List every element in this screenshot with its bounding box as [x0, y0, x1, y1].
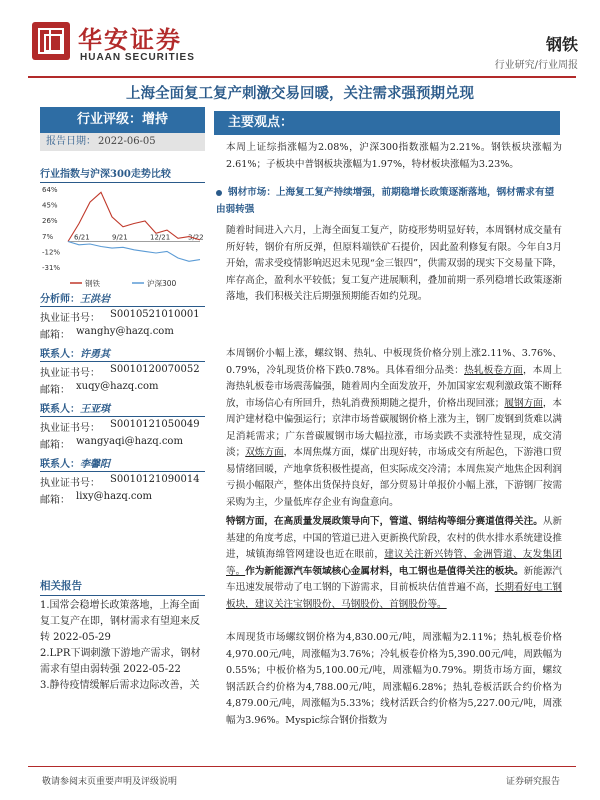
analyst-role-label: 联系人：	[40, 349, 80, 360]
scrap-text: ，本周沪建材稳中偏强运行；京津市场普碳履钢价格上涨为主，钢厂废钢到货难以满足消耗需求；广东普碳履钢市场大幅拉涨，市场卖跌不卖涨特性显现，成交清淡；	[226, 397, 563, 458]
analyst-name: 王洪岩	[80, 294, 110, 305]
related-report-item[interactable]: 3.静待疫情缓解后需求边际改善，关	[40, 680, 200, 691]
market-summary-paragraph: 本周上证综指涨幅为2.08%，沪深300指数涨幅为2.21%。钢铁板块涨幅为2.61%；子板块中普钢板块涨幅为1.97%，特材板块涨幅为3.23%。	[226, 142, 562, 170]
email-address[interactable]: xuqy@hazq.com	[76, 381, 159, 392]
report-date-label: 报告日期：	[46, 136, 96, 147]
chart-title: 行业指数与沪深300走势比较	[40, 169, 171, 180]
analyst-role-label: 分析师：	[40, 294, 80, 305]
legend-label: 钢铁	[85, 279, 100, 288]
x-tick-label: 6/21	[74, 233, 90, 242]
email-row	[40, 491, 205, 506]
pipe-stock-picks: 建议关注新兴铸管、金洲管道、友发集团等。	[226, 549, 563, 577]
cert-label: 执业证书号：	[40, 368, 100, 379]
y-tick-label: -31%	[42, 264, 61, 272]
hot-rolled-text: ，本周上海热轧板卷市场震荡偏强，随着周内全面发放开，外加国家宏观利激政策不断释放，市场信心有所回升，热轧消费预期随之提升，价格出现回涨；	[226, 364, 562, 409]
analyst-role	[40, 345, 205, 362]
cert-number: S0010120070052	[110, 364, 200, 375]
analyst-role	[40, 290, 205, 307]
analyst-card	[40, 400, 205, 451]
cert-row	[40, 419, 205, 434]
x-tick-label: 9/21	[112, 233, 128, 242]
report-title: 上海全面复工复产刺激交易回暖，关注需求强预期兑现	[126, 85, 474, 102]
email-label: 邮箱：	[40, 330, 70, 341]
x-tick-label: 12/21	[150, 233, 171, 242]
analyst-name: 许勇其	[80, 349, 110, 360]
email-row	[40, 381, 205, 396]
series-line-hs300	[68, 242, 200, 262]
cert-number: S0010121090014	[110, 474, 200, 485]
electrical-steel-lead: 作为新能源汽车领域核心金属材料，电工钢也是值得关注的板块。	[245, 565, 524, 577]
industry-rating: 行业评级：增持	[40, 107, 205, 133]
header-divider	[28, 76, 576, 78]
analyst-role	[40, 455, 205, 472]
price-summary-paragraph: 本周现货市场螺纹钢价格为4,830.00元/吨，周涨幅为2.11%；热轧板卷价格4,970.00元/吨，周涨幅为3.76%；冷轧板卷价格为5,390.00元/吨，周跌幅为0.55%；中板价格为5,100.00元/吨，周涨幅为0.79%。期货市场方面，螺纹钢活跃合约价格为4,788.00元/吨，周涨幅6.28%；热轧卷板活跃合约价格为4,879.00元/吨，周涨幅为5.33%；线材活跃合约价格为5,227.00元/吨，周涨幅为3.96%。Myspic综合钢价指数为	[226, 632, 562, 726]
special-steel-text: 从新基建的角度考虑，中国的管道已进入更新换代阶段，农村的供水排水系统建设推进，城镇海绵管网建设也近在眼前，	[226, 516, 563, 560]
brand-name-cn: 华安证券	[78, 25, 182, 54]
analyst-card	[40, 455, 205, 506]
analyst-role-label: 联系人：	[40, 459, 80, 470]
analyst-name: 王亚琪	[80, 404, 110, 415]
cert-row	[40, 309, 205, 324]
special-steel-lead: 特钢方面，在高质量发展政策导向下，管道、钢结构等细分赛道值得关注。	[226, 516, 543, 527]
email-row	[40, 326, 205, 341]
email-label: 邮箱：	[40, 385, 70, 396]
coking-label: 双炼方面	[245, 447, 284, 458]
footer-label: 证券研究报告	[505, 777, 560, 787]
price-detail-intro: 本周钢价小幅上涨，螺纹钢、热轧、中板现货价格分别上涨2.11%、3.76%、0.79%，冷轧现货价格下跌0.78%。具体看细分品类：	[226, 348, 562, 376]
cert-label: 执业证书号：	[40, 313, 100, 324]
x-tick-label: 3/22	[188, 233, 204, 242]
cert-row	[40, 364, 205, 379]
chart-canvas	[40, 183, 205, 293]
analyst-card	[40, 345, 205, 396]
sidebar	[40, 107, 205, 292]
electrical-steel-text: 新能源汽车迅速发展带动了电工钢的下游需求，目前板块估值普遍不高，	[226, 565, 563, 593]
email-address[interactable]: wanghy@hazq.com	[76, 326, 174, 337]
key-points-title: 主要观点：	[214, 111, 560, 135]
email-label: 邮箱：	[40, 495, 70, 506]
legend-label: 沪深300	[147, 279, 177, 288]
cert-row	[40, 474, 205, 489]
industry-name: 钢铁	[545, 35, 578, 54]
y-tick-label: 45%	[42, 201, 58, 210]
special-steel-paragraph	[226, 514, 562, 613]
hot-rolled-label: 热轧板卷方面	[464, 364, 523, 376]
email-address[interactable]: wangyaqi@hazq.com	[76, 436, 183, 447]
coking-text: ，本周焦煤方面，煤矿出现好转，市场成交有所起色，下游港口贸易情绪回暖，产地拿货积极性提高，但实际成交冷清；本周焦炭产地焦企因利润亏损小幅限产，整体出货保持良好，部分贸易计单报价小幅上涨，下游钢厂按需采购为主，少量低库存企业有询盘意向。	[226, 447, 563, 508]
steel-market-subhead	[216, 185, 562, 218]
cert-label: 执业证书号：	[40, 478, 100, 489]
steel-market-subhead-text: 钢材市场：上海复工复产持续增强，前期稳增长政策逐渐落地，钢材需求有望由弱转强	[216, 187, 555, 215]
analyst-role	[40, 400, 205, 417]
related-report-item[interactable]: 2.LPR下调刺激下游地产需求，钢材需求有望由弱转强 2022-05-22	[40, 648, 201, 675]
cert-number: S0010521010001	[110, 309, 200, 320]
index-comparison-chart	[40, 182, 205, 292]
footer-divider	[28, 766, 576, 767]
report-date-value: 2022-06-05	[98, 136, 156, 147]
huaan-logo-icon	[32, 22, 70, 60]
email-row	[40, 436, 205, 451]
y-tick-label: 26%	[42, 217, 58, 226]
analyst-name: 李馨阳	[80, 459, 110, 470]
price-detail-paragraph	[226, 346, 562, 511]
analyst-card	[40, 290, 205, 341]
analyst-role-label: 联系人：	[40, 404, 80, 415]
market-outlook-paragraph: 随着时间进入六月，上海全面复工复产，防疫形势明显好转，本周钢材成交量有所好转，钢价有所反弹，但原料端铁矿石提价，因此盈利修复有限。今年自3月开始，需求受疫情影响迟迟未见现“金三银四”，供需双弱的现实下交易量下降，库存高企，盈利水平较低；复工复产进展顺利，叠加前期一系列稳增长政策逐渐落地，我们积极关注后期强预期能否如约兑现。	[226, 225, 562, 302]
email-label: 邮箱：	[40, 440, 70, 451]
brand-name-en: HUAAN SECURITIES	[80, 52, 195, 63]
cert-number: S0010121050049	[110, 419, 200, 430]
bullet-icon	[216, 190, 222, 196]
report-header	[0, 0, 600, 76]
electrical-steel-picks: 长期看好电工钢板块，建议关注宝钢股份、马钢股份、首钢股份等。	[226, 582, 563, 610]
y-tick-label: 7%	[42, 232, 54, 241]
related-report-item[interactable]: 1.国常会稳增长政策落地，上海全面复工复产在即，钢材需求有望迎来反转 2022-05-29	[40, 600, 200, 643]
related-reports-list	[40, 598, 205, 694]
scrap-label: 履钢方面	[504, 397, 543, 409]
related-reports-title: 相关报告	[40, 578, 205, 596]
y-tick-label: 64%	[42, 186, 58, 194]
disclaimer-note: 敬请参阅末页重要声明及评级说明	[42, 777, 178, 787]
y-tick-label: -12%	[42, 248, 61, 257]
report-date-row	[40, 133, 205, 151]
report-type: 行业研究/行业周报	[494, 60, 578, 71]
cert-label: 执业证书号：	[40, 423, 100, 434]
email-address[interactable]: lixy@hazq.com	[76, 491, 153, 502]
